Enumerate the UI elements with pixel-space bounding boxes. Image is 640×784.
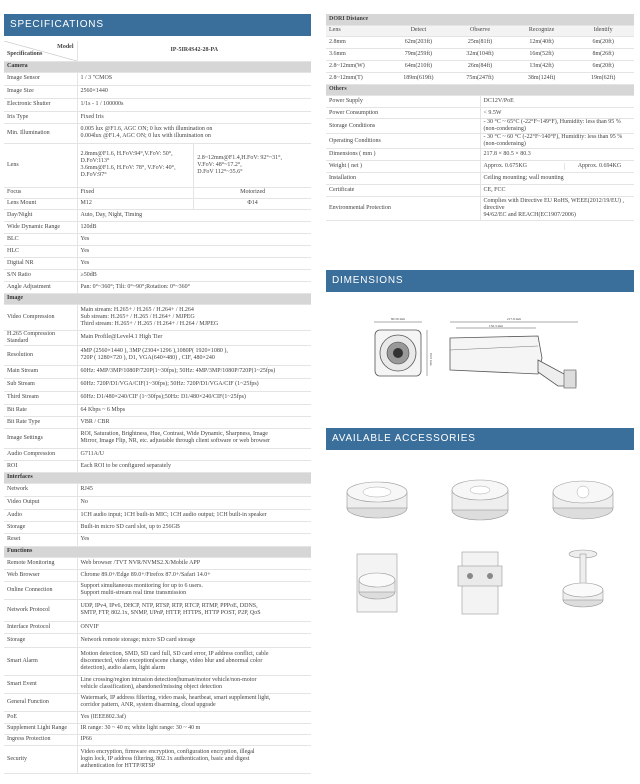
spec-value: UDP, IPv4, IPv6, DHCP, NTP, RTSP, RTP, RTCP, RTMP, PPPoE, DDNS, SMTP, FTP, 802.1x, SNMP, UPnP, HTTP, HTTPS, HTTP POST, P2P, QoS	[77, 599, 311, 621]
spec-key: Image Sensor	[4, 72, 77, 85]
spec-row-network-protocol	[4, 599, 311, 621]
weight-value-a: Approx. 0.675KG	[481, 163, 565, 170]
spec-value: Yes	[77, 533, 311, 546]
spec-value: Fixed Iris	[77, 111, 311, 123]
spec-key: Security	[4, 745, 77, 773]
spec-key: Image Settings	[4, 428, 77, 448]
spec-value-primary: M12	[78, 199, 195, 209]
junction-box-b-image	[429, 458, 532, 538]
model-label: Model	[57, 43, 74, 50]
dori-value: 62m(203ft)	[388, 36, 450, 48]
spec-key: Wide Dynamic Range	[4, 221, 77, 233]
spec-row-bit-rate-type	[4, 416, 311, 428]
others-row-weight-net	[326, 161, 634, 173]
dori-value: 19m(62ft)	[572, 72, 634, 84]
spec-row-reset	[4, 533, 311, 546]
others-value: - 30 °C ~ 65°C (-22°F~149°F), Humidity: less than 95 % (non-condensing)	[480, 119, 634, 134]
spec-value: Each ROI to be configured separately	[77, 460, 311, 472]
dori-lens: 2.8mm	[326, 36, 388, 48]
dori-column-recognize: Recognize	[511, 25, 573, 36]
spec-row-angle-adjustment	[4, 281, 311, 293]
spec-key: HLC	[4, 245, 77, 257]
spec-key: Reset	[4, 533, 77, 546]
spec-key: Smart Event	[4, 675, 77, 693]
model-spec-cell	[4, 41, 77, 61]
spec-row-supplement-light-range	[4, 723, 311, 734]
dori-lens: 2.8~12mm(T)	[326, 72, 388, 84]
spec-value: Main Profile@Level4.1 High Tier	[77, 330, 311, 345]
spec-row-image-sensor	[4, 72, 311, 85]
spec-row-smart-alarm	[4, 647, 311, 675]
dimensions-header: DIMENSIONS	[326, 270, 634, 292]
spec-value: 60Hz: 720P/D1/VGA/CIF(1~30fps); 50Hz: 720P/D1/VGA/CIF (1~25fps)	[77, 378, 311, 391]
spec-row-network	[4, 483, 311, 496]
spec-value-secondary: Motorized	[240, 189, 266, 195]
spec-value: Network remote storage; micro SD card storage	[77, 633, 311, 647]
section-title: Functions	[4, 546, 311, 557]
spec-key: Network	[4, 483, 77, 496]
others-key: Power Consumption	[326, 108, 480, 119]
diagonal-line	[4, 41, 77, 61]
spec-value: Main stream: H.265+ / H.265 / H.264+ / H.264 Sub stream: H.265+ / H.265 / H.264+ / MJPEG Third stream: H.265+ / H.265 / H.264+ / H.264 / MJPEG	[77, 304, 311, 330]
spec-key: Third Stream	[4, 391, 77, 404]
spec-key: Day/Night	[4, 209, 77, 221]
accessories-section	[326, 428, 634, 626]
others-value: - 30 °C ~ 60 °C (-22°F~140°F), Humidity: less than 95 % (non-condensing)	[480, 134, 634, 149]
spec-row-resolution	[4, 345, 311, 365]
spec-value: ONVIF	[77, 621, 311, 633]
others-row-environmental-protection	[326, 197, 634, 221]
spec-value: Watermark, IP address filtering, video mask, heartbeat, smart supplement light, corridor pattern, ANR, system disarming, cloud upgrade	[77, 693, 311, 711]
dori-column-detect: Detect	[388, 25, 450, 36]
dimensions-drawing	[326, 316, 634, 406]
others-row-installation	[326, 173, 634, 185]
dori-header: DORI Distance	[326, 14, 634, 25]
accessories-header: AVAILABLE ACCESSORIES	[326, 428, 634, 450]
spec-row-digital-nr	[4, 257, 311, 269]
specifications-panel	[4, 14, 311, 774]
dori-value: 16m(52ft)	[511, 48, 573, 60]
wall-mount-a-image	[326, 546, 429, 626]
spec-key: Lens	[4, 143, 77, 187]
spec-value: 64 Kbps ~ 6 Mbps	[77, 404, 311, 416]
others-value: DC12V/PoE	[480, 96, 634, 108]
spec-row-day-night	[4, 209, 311, 221]
others-row-certificate	[326, 185, 634, 197]
others-header: Others	[326, 85, 634, 96]
spec-row-iris-type	[4, 111, 311, 123]
pendant-mount-image	[531, 546, 634, 626]
spec-value: Pan: 0°~360°; Tilt: 0°~90°;Rotation: 0°~360°	[77, 281, 311, 293]
section-image	[4, 293, 311, 304]
others-value: 217.8 × 80.5 × 80.3	[480, 149, 634, 161]
others-row-power-supply	[326, 96, 634, 108]
spec-value-primary: Fixed	[78, 188, 195, 198]
junction-box-c-image	[531, 458, 634, 538]
spec-value: Motion detection, SMD, SD card full, SD card error, IP address conflict, cable disconnected, video exception(scene change, video blur and abnormal color detection), audio alarm, light alarm	[77, 647, 311, 675]
spec-key: Angle Adjustment	[4, 281, 77, 293]
spec-value: IR range: 30 ~ 40 m; white light range: 30 ~ 40 m	[77, 723, 311, 734]
spec-row-main-stream	[4, 365, 311, 378]
spec-key: Digital NR	[4, 257, 77, 269]
dim-label-front-height: 80.5 mm	[429, 353, 433, 366]
spec-key: Online Connection	[4, 581, 77, 599]
others-value: Complies with Directive EU RoHS, WEEE(2012/19/EU) , directive 94/62/EC and REACH(EC1907/2006)	[480, 197, 634, 221]
spec-key: Main Stream	[4, 365, 77, 378]
others-key: Weight ( net )	[326, 161, 480, 173]
spec-row-wide-dynamic-range	[4, 221, 311, 233]
spec-row-audio	[4, 509, 311, 521]
section-functions	[4, 546, 311, 557]
dori-column-identify: Identify	[572, 25, 634, 36]
others-table	[326, 85, 634, 222]
spec-value: Support simultaneous monitoring for up to 6 users. Support multi-stream real time transmission	[77, 581, 311, 599]
others-key: Dimensions ( mm )	[326, 149, 480, 161]
dori-column-lens: Lens	[326, 25, 388, 36]
dori-value: 13m(42ft)	[511, 60, 573, 72]
spec-row-audio-compression	[4, 448, 311, 460]
dori-row	[326, 60, 634, 72]
right-panel	[326, 14, 634, 444]
spec-key: Bit Rate Type	[4, 416, 77, 428]
dori-row	[326, 48, 634, 60]
spec-key: Audio Compression	[4, 448, 77, 460]
spec-key: Focus	[4, 187, 77, 198]
spec-value: 60Hz: D1/480×240/CIF (1~30fps);50Hz: D1/480×240/CIF(1~25fps)	[77, 391, 311, 404]
spec-value-primary: 2.8mm@F1.6, H.FoV:94°,V.FoV: 50°, D.FoV:113° 3.6mm@F1.6, H.FoV: 78°, V.FoV: 40°, D.FoV:97°	[78, 144, 195, 187]
spec-value: 4MP (2560×1440 ), 3MP (2304×1296 ),1080P( 1920×1080 ), 720P ( 1280×720 ), D1, VGA(640×480) , CIF, 480×240	[77, 345, 311, 365]
spec-key: Storage	[4, 633, 77, 647]
spec-key: H.265 Compression Standard	[4, 330, 77, 345]
dori-value: 26m(84ft)	[449, 60, 511, 72]
dori-value: 75m(247ft)	[449, 72, 511, 84]
dori-header-row	[326, 14, 634, 25]
spec-key: Resolution	[4, 345, 77, 365]
dori-lens: 3.6mm	[326, 48, 388, 60]
spec-value: IP66	[77, 734, 311, 745]
dori-value: 189m(619ft)	[388, 72, 450, 84]
spec-value: ROI, Saturation, Brightness, Hue, Contrast, Wide Dynamic, Sharpness, Image Mirror, Image Flip, NR, etc. adjustable through client software or web browser	[77, 428, 311, 448]
dimensions-section	[326, 270, 634, 411]
junction-box-a-image	[326, 458, 429, 538]
spec-label: Specifications	[7, 50, 43, 57]
spec-key: General Function	[4, 693, 77, 711]
dori-value: 64m(210ft)	[388, 60, 450, 72]
spec-row-security	[4, 745, 311, 773]
dim-label-length: 217.8 mm	[506, 317, 522, 321]
model-value: IP-5IR4S42-28-PA	[77, 41, 311, 61]
spec-value: RJ45	[77, 483, 311, 496]
spec-key: PoE	[4, 711, 77, 723]
spec-row-image-settings	[4, 428, 311, 448]
spec-row-poe	[4, 711, 311, 723]
spec-row-storage	[4, 521, 311, 533]
spec-row-focus	[4, 187, 311, 198]
others-value: CE, FCC	[480, 185, 634, 197]
section-camera	[4, 61, 311, 72]
dori-lens: 2.8~12mm(W)	[326, 60, 388, 72]
spec-row-lens	[4, 143, 311, 187]
spec-value-secondary: Φ14	[247, 200, 258, 206]
dori-row	[326, 36, 634, 48]
spec-row-general-function	[4, 693, 311, 711]
dori-value: 79m(259ft)	[388, 48, 450, 60]
specifications-header: SPECIFICATIONS	[4, 14, 311, 36]
spec-value: VBR / CBR	[77, 416, 311, 428]
spec-key: ROI	[4, 460, 77, 472]
spec-key: Sub Stream	[4, 378, 77, 391]
spec-row-roi	[4, 460, 311, 472]
spec-value: Yes	[77, 245, 311, 257]
others-row-power-consumption	[326, 108, 634, 119]
spec-key: Min. Illumination	[4, 123, 77, 143]
spec-value: Web browser /TVT NVR/NVMS2.X/Mobile APP	[77, 557, 311, 569]
spec-value: G711A/U	[77, 448, 311, 460]
spec-key: Bit Rate	[4, 404, 77, 416]
specifications-table	[4, 41, 311, 774]
spec-value: Line crossing/region intrusion detection(human/motor vehicle/non-motor vehicle classification), abandoned/missing object detection	[77, 675, 311, 693]
others-key: Storage Conditions	[326, 119, 480, 134]
spec-value: 60Hz: 4MP/3MP/1080P/720P(1~30fps); 50Hz: 4MP/3MP/1080P/720P(1~25fps)	[77, 365, 311, 378]
spec-key: Storage	[4, 521, 77, 533]
section-interfaces	[4, 472, 311, 483]
others-value: Ceiling mounting; wall mounting	[480, 173, 634, 185]
others-row-dimensions-mm	[326, 149, 634, 161]
spec-key: Network Protocol	[4, 599, 77, 621]
spec-row-bit-rate	[4, 404, 311, 416]
pole-mount-image	[429, 546, 532, 626]
spec-key: BLC	[4, 233, 77, 245]
spec-key: Video Output	[4, 496, 77, 509]
spec-value: Yes (IEEE802.3af)	[77, 711, 311, 723]
spec-row-lens-mount	[4, 198, 311, 209]
spec-value: 1/1s - 1 / 100000s	[77, 98, 311, 111]
spec-row-video-output	[4, 496, 311, 509]
dim-label-front-width: 80.50 mm	[390, 317, 406, 321]
spec-key: Video Compression	[4, 304, 77, 330]
accessories-grid	[326, 458, 634, 626]
spec-value-secondary: 2.8~12mm@F1.4,H.FoV: 92°~31°, V.FoV: 48°~17.2°, D.FoV 112°~35.6°	[197, 154, 282, 175]
spec-row-video-compression	[4, 304, 311, 330]
spec-row-sub-stream	[4, 378, 311, 391]
spec-row-image-size	[4, 85, 311, 98]
section-title: Interfaces	[4, 472, 311, 483]
spec-row-ingress-protection	[4, 734, 311, 745]
others-key: Power Supply	[326, 96, 480, 108]
dori-column-observe: Observe	[449, 25, 511, 36]
spec-key: Web Browser	[4, 569, 77, 581]
spec-row-remote-monitoring	[4, 557, 311, 569]
spec-row-electronic-shutter	[4, 98, 311, 111]
section-title: Camera	[4, 61, 311, 72]
spec-value: 2560×1440	[77, 85, 311, 98]
others-key: Certificate	[326, 185, 480, 197]
spec-value: No	[77, 496, 311, 509]
spec-value: 0.005 lux @F1.6, AGC ON; 0 lux with illumination on 0.004lux @F1.4, AGC ON; 0 lux with illumination on	[77, 123, 311, 143]
spec-row-min-illumination	[4, 123, 311, 143]
weight-value-b: Approx. 0.694KG	[577, 163, 622, 169]
spec-row-smart-event	[4, 675, 311, 693]
others-value: < 9.5W	[480, 108, 634, 119]
others-header-row	[326, 85, 634, 96]
spec-value: Built-in micro SD card slot, up to 256GB	[77, 521, 311, 533]
spec-key: Smart Alarm	[4, 647, 77, 675]
spec-value: Auto, Day, Night, Timing	[77, 209, 311, 221]
spec-key: Remote Monitoring	[4, 557, 77, 569]
spec-row-third-stream	[4, 391, 311, 404]
dori-column-header-row	[326, 25, 634, 36]
dori-value: 25m(81ft)	[449, 36, 511, 48]
spec-row-online-connection	[4, 581, 311, 599]
dori-table	[326, 14, 634, 85]
spec-key: Electronic Shutter	[4, 98, 77, 111]
spec-value: 1 / 3 "CMOS	[77, 72, 311, 85]
spec-key: Audio	[4, 509, 77, 521]
spec-key: Lens Mount	[4, 198, 77, 209]
dori-value: 12m(40ft)	[511, 36, 573, 48]
spec-value: Yes	[77, 233, 311, 245]
spec-key: Image Size	[4, 85, 77, 98]
spec-row-hlc	[4, 245, 311, 257]
model-row	[4, 41, 311, 61]
spec-row-h-265-compression-standard	[4, 330, 311, 345]
front-view	[374, 317, 433, 376]
spec-key: Supplement Light Range	[4, 723, 77, 734]
spec-value: Chrome 89.0+/Edge 89.0+/Firefox 87.0+/Safari 14.0+	[77, 569, 311, 581]
spec-row-storage	[4, 633, 311, 647]
dim-label-body: 156.3 mm	[488, 324, 504, 328]
section-title: Image	[4, 293, 311, 304]
spec-value: ≥50dB	[77, 269, 311, 281]
spec-row-interface-protocol	[4, 621, 311, 633]
spec-key: Iris Type	[4, 111, 77, 123]
spec-value: 1CH audio input; 1CH built-in MIC; 1CH audio output; 1CH built-in speaker	[77, 509, 311, 521]
dori-value: 38m(124ft)	[511, 72, 573, 84]
dori-value: 8m(26ft)	[572, 48, 634, 60]
spec-row-blc	[4, 233, 311, 245]
spec-row-web-browser	[4, 569, 311, 581]
spec-key: S/N Ratio	[4, 269, 77, 281]
dori-value: 32m(104ft)	[449, 48, 511, 60]
side-view	[450, 317, 578, 388]
spec-value: 120dB	[77, 221, 311, 233]
spec-key: Ingress Protection	[4, 734, 77, 745]
dori-row	[326, 72, 634, 84]
others-row-operating-conditions	[326, 134, 634, 149]
dori-value: 6m(20ft)	[572, 60, 634, 72]
dori-value: 6m(20ft)	[572, 36, 634, 48]
spec-value: Video encryption, firmware encryption, configuration encryption, illegal login lock, IP address filtering, 802.1x authentication, basic and digest authentication for HTTP/RTSP	[77, 745, 311, 773]
spec-value: Yes	[77, 257, 311, 269]
others-key: Operating Conditions	[326, 134, 480, 149]
others-key: Installation	[326, 173, 480, 185]
others-row-storage-conditions	[326, 119, 634, 134]
others-key: Environmental Protection	[326, 197, 480, 221]
spec-key: Interface Protocol	[4, 621, 77, 633]
spec-row-s-n-ratio	[4, 269, 311, 281]
